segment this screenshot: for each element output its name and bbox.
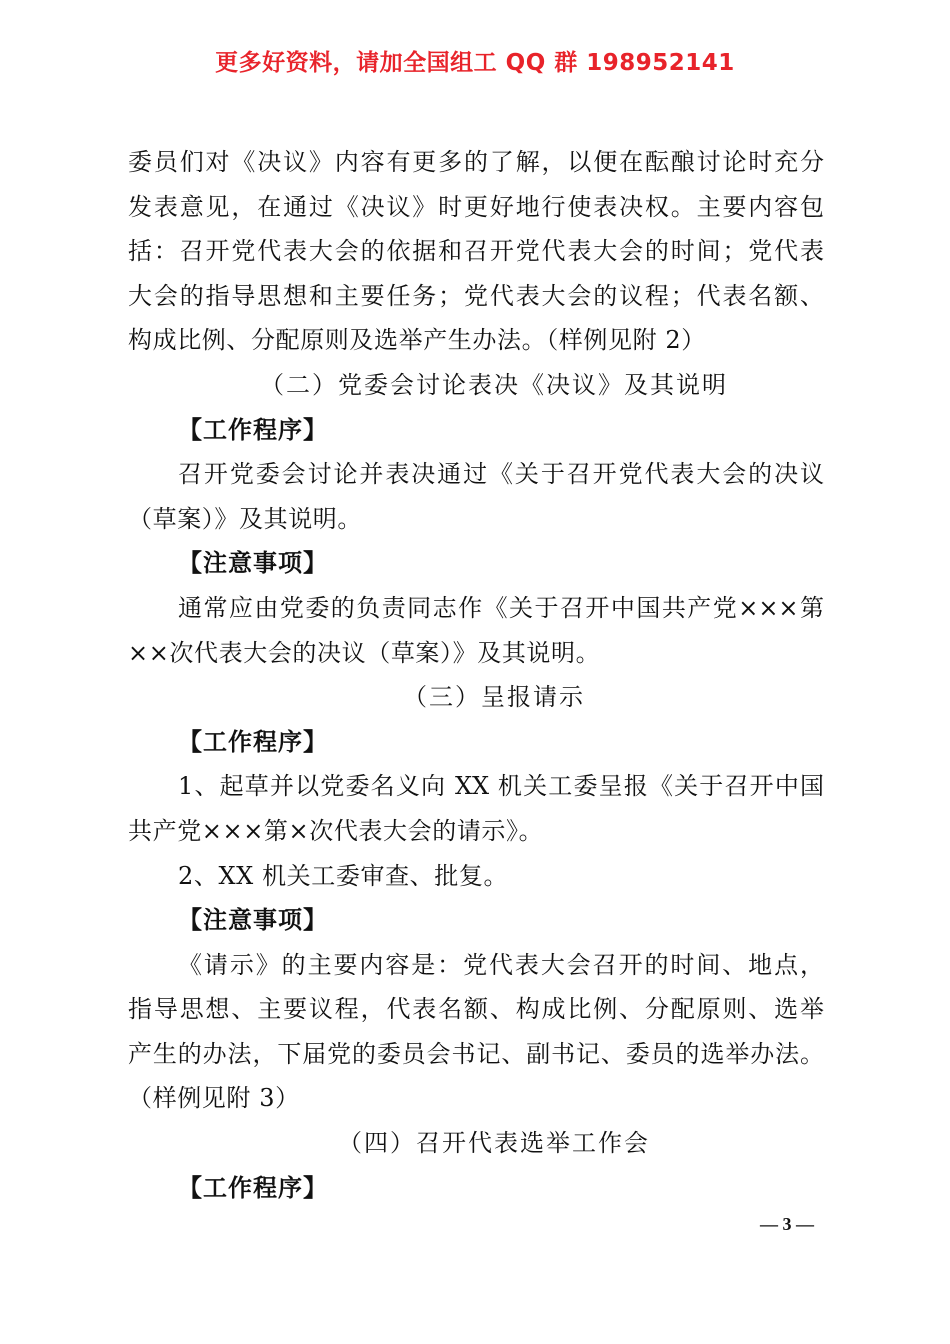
subheading-notes: 【注意事项】 xyxy=(178,906,328,935)
subheading-work-procedure: 【工作程序】 xyxy=(178,1173,328,1202)
paragraph-line: 括：召开党代表大会的依据和召开党代表大会的时间；党代表 xyxy=(128,237,824,266)
subheading-notes: 【注意事项】 xyxy=(178,549,328,578)
paragraph-line: （草案）》及其说明。 xyxy=(128,504,362,533)
document-body xyxy=(128,140,824,1210)
paragraph-line: 1、起草并以党委名义向 XX 机关工委呈报《关于召开中国 xyxy=(178,772,824,801)
paragraph-line: 通常应由党委的负责同志作《关于召开中国共产党×××第 xyxy=(178,593,824,622)
paragraph-line: 大会的指导思想和主要任务；党代表大会的议程；代表名额、 xyxy=(128,281,824,310)
paragraph-line: 发表意见，在通过《决议》时更好地行使表决权。主要内容包 xyxy=(128,192,824,221)
paragraph-line: （样例见附 3） xyxy=(128,1084,300,1113)
paragraph-line: 构成比例、分配原则及选举产生办法。（样例见附 2） xyxy=(128,326,706,355)
paragraph-line: 产生的办法，下届党的委员会书记、副书记、委员的选举办法。 xyxy=(128,1039,824,1068)
paragraph-line: 委员们对《决议》内容有更多的了解，以便在酝酿讨论时充分 xyxy=(128,148,824,176)
subheading-work-procedure: 【工作程序】 xyxy=(178,415,328,444)
paragraph-line: 2、XX 机关工委审查、批复。 xyxy=(178,861,509,890)
page-number: — 3 — xyxy=(760,1214,814,1234)
paragraph-line: 召开党委会讨论并表决通过《关于召开党代表大会的决议 xyxy=(178,460,824,489)
section-heading: （四）召开代表选举工作会 xyxy=(338,1129,650,1158)
paragraph-line: 共产党×××第×次代表大会的请示》。 xyxy=(128,816,544,845)
paragraph-line: 指导思想、主要议程，代表名额、构成比例、分配原则、选举 xyxy=(128,995,824,1024)
paragraph-line: ××次代表大会的决议（草案）》及其说明。 xyxy=(128,638,601,667)
section-heading: （二）党委会讨论表决《决议》及其说明 xyxy=(260,370,728,399)
watermark-banner: 更多好资料，请加全国组工 QQ 群 198952141 xyxy=(215,50,735,76)
paragraph-line: 《请示》的主要内容是：党代表大会召开的时间、地点， xyxy=(178,950,824,979)
subheading-work-procedure: 【工作程序】 xyxy=(178,727,328,756)
section-heading: （三）呈报请示 xyxy=(403,683,585,712)
